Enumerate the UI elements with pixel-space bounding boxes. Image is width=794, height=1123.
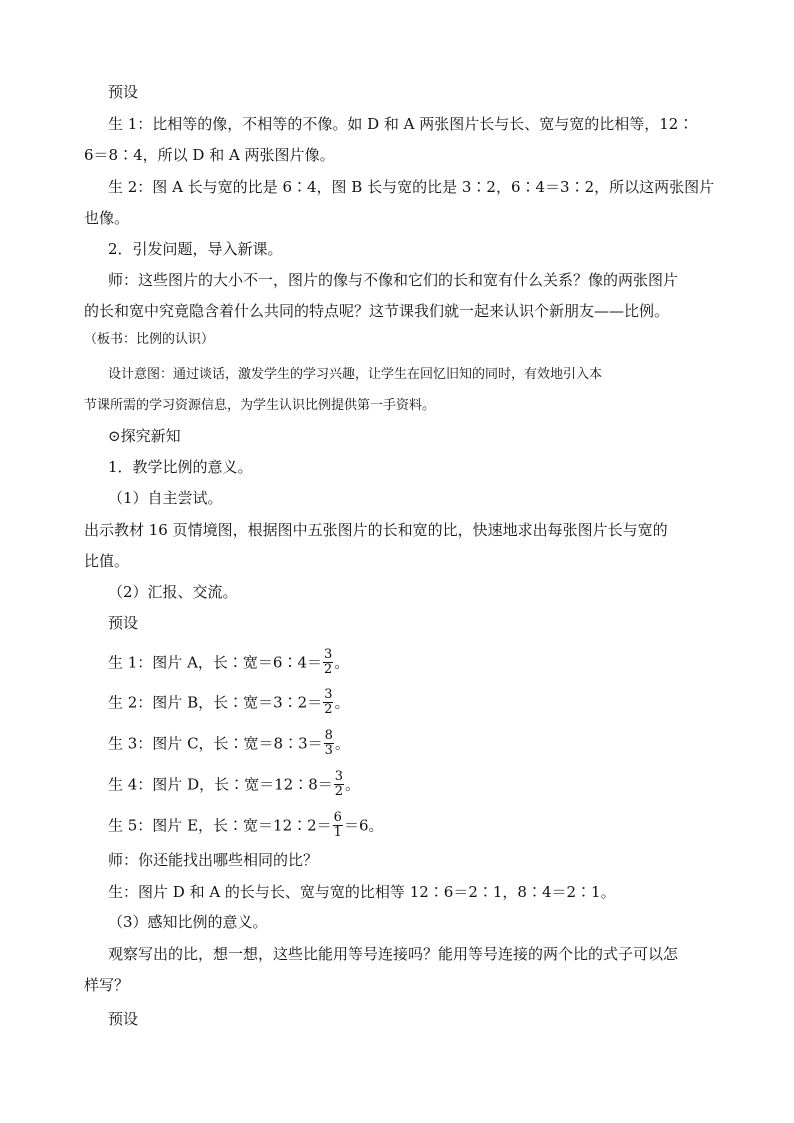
preset-label: 预设 <box>108 614 139 632</box>
fraction <box>323 649 333 676</box>
student-answer <box>108 687 350 717</box>
student-answer: 生：图片 D 和 A 的长与长、宽与宽的比相等 12∶6＝2∶1，8∶4＝2∶1。 <box>108 883 616 901</box>
student-answer <box>108 810 384 840</box>
fraction <box>323 689 333 716</box>
fraction <box>334 771 344 798</box>
answer-text: ＝6。 <box>343 816 384 835</box>
fraction-denominator: 2 <box>324 662 333 677</box>
sub-step: （2）汇报、交流。 <box>108 583 238 601</box>
answer-text: 。 <box>334 653 350 672</box>
fraction-denominator: 1 <box>333 825 342 840</box>
fraction-denominator: 3 <box>324 743 333 758</box>
paragraph-line: 观察写出的比，想一想，这些比能用等号连接吗？能用等号连接的两个比的式子可以怎 <box>108 945 679 963</box>
paragraph-line: 样写？ <box>84 976 130 994</box>
fraction-numerator: 3 <box>324 647 333 662</box>
answer-text: 生 1：图片 A，长∶宽＝6∶4＝ <box>108 653 323 672</box>
fraction <box>333 812 343 839</box>
paragraph-line: 6＝8∶4，所以 D 和 A 两张图片像。 <box>84 146 335 164</box>
fraction-numerator: 3 <box>324 687 333 702</box>
section-heading: ⊙探究新知 <box>108 427 181 445</box>
fraction-numerator: 8 <box>324 728 333 743</box>
paragraph-line: 生 2：图 A 长与宽的比是 6∶4，图 B 长与宽的比是 3∶2，6∶4＝3∶2，所以这两张图片 <box>108 178 715 196</box>
student-answer <box>108 728 350 758</box>
answer-text: 生 3：图片 C，长∶宽＝8∶3＝ <box>108 734 323 753</box>
fraction-numerator: 6 <box>333 810 342 825</box>
design-intent-line: 设计意图：通过谈话，激发学生的学习兴趣，让学生在回忆旧知的同时，有效地引入本 <box>108 367 603 382</box>
answer-text: 。 <box>345 775 361 794</box>
answer-text: 。 <box>334 693 350 712</box>
fraction <box>324 730 334 757</box>
paragraph-line: 比值。 <box>84 552 130 570</box>
design-intent-line: 节课所需的学习资源信息，为学生认识比例提供第一手资料。 <box>84 398 436 413</box>
paragraph-line: 的长和宽中究竟隐含着什么共同的特点呢？这节课我们就一起来认识个新朋友——比例。 <box>84 302 670 320</box>
paragraph-line: 师：这些图片的大小不一，图片的像与不像和它们的长和宽有什么关系？像的两张图片 <box>108 271 679 289</box>
section-step: 1．教学比例的意义。 <box>108 458 253 476</box>
paragraph-line: 生 1：比相等的像，不相等的不像。如 D 和 A 两张图片长与长、宽与宽的比相等，12∶ <box>108 115 694 133</box>
teacher-question: 师：你还能找出哪些相同的比？ <box>108 851 319 869</box>
student-answer <box>108 769 361 799</box>
answer-text: 。 <box>334 734 350 753</box>
student-answer <box>108 647 350 677</box>
fraction-numerator: 3 <box>334 769 344 784</box>
blackboard-note: （板书：比例的认识） <box>84 332 215 347</box>
answer-text: 生 2：图片 B，长∶宽＝3∶2＝ <box>108 693 323 712</box>
paragraph-line: 也像。 <box>84 209 130 227</box>
sub-step: （3）感知比例的意义。 <box>108 913 268 931</box>
answer-text: 生 4：图片 D，长∶宽＝12∶8＝ <box>108 775 333 794</box>
preset-label: 预设 <box>108 83 139 101</box>
section-step: 2．引发问题，导入新课。 <box>108 240 283 258</box>
sub-step: （1）自主尝试。 <box>108 489 223 507</box>
fraction-denominator: 2 <box>334 784 344 799</box>
paragraph-line: 出示教材 16 页情境图，根据图中五张图片的长和宽的比，快速地求出每张图片长与宽的 <box>84 521 668 539</box>
preset-label: 预设 <box>108 1010 139 1028</box>
answer-text: 生 5：图片 E，长∶宽＝12∶2＝ <box>108 816 332 835</box>
fraction-denominator: 2 <box>324 702 333 717</box>
